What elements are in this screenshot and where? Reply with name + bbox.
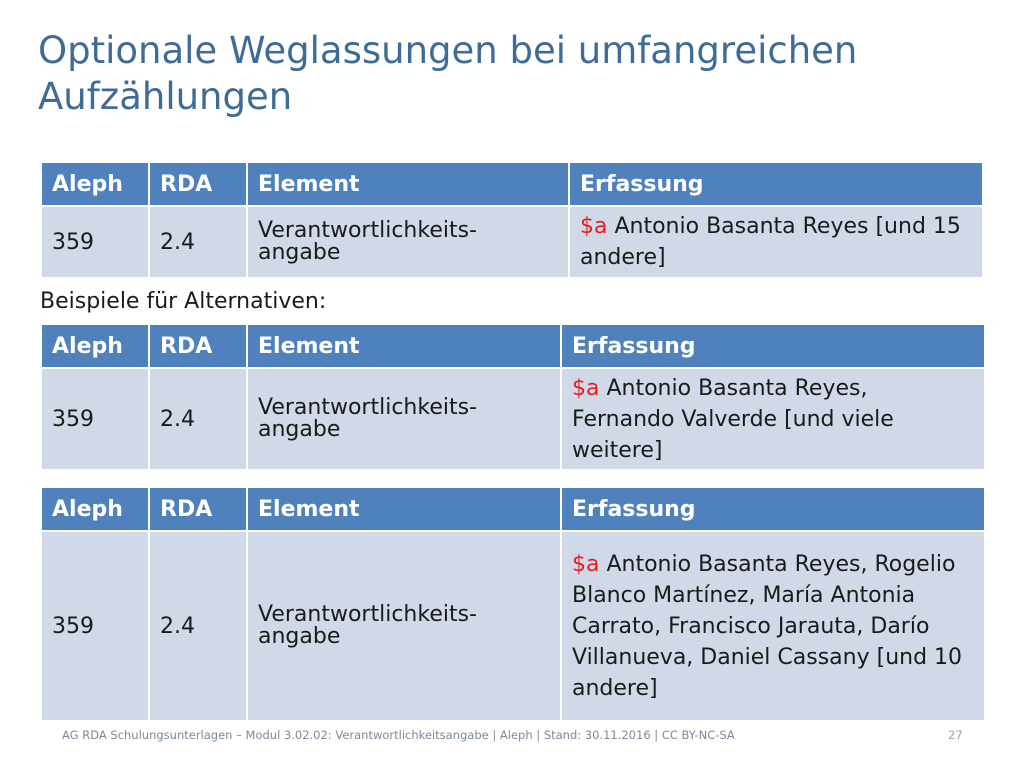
table-row — [41, 368, 985, 470]
example-table-alternative-2 — [40, 486, 986, 722]
erfassung-value: Antonio Basanta Reyes, Fernando Valverde [und viele weitere] — [572, 375, 894, 463]
cell-aleph: 359 — [41, 368, 149, 470]
table-header-row — [41, 487, 985, 531]
table-header-row — [41, 324, 985, 368]
subfield-code: $a — [572, 375, 600, 401]
cell-rda: 2.4 — [149, 531, 247, 721]
table-row — [41, 531, 985, 721]
footer-text: AG RDA Schulungsunterlagen – Modul 3.02.02: Verantwortlichkeitsangabe | Aleph | Stand: 30.11.2016 | CC BY-NC-SA — [62, 728, 735, 742]
subfield-code: $a — [572, 551, 600, 577]
erfassung-value: Antonio Basanta Reyes [und 15 andere] — [580, 214, 961, 270]
table-row — [41, 206, 983, 278]
example-table-alternative-1 — [40, 323, 986, 471]
cell-erfassung — [561, 368, 985, 470]
header-erfassung: Erfassung — [561, 324, 985, 368]
subfield-code: $a — [580, 214, 608, 239]
cell-element — [247, 531, 561, 721]
slide-title: Optionale Weglassungen bei umfangreichen Aufzählungen — [38, 29, 858, 118]
header-element: Element — [247, 162, 569, 206]
example-table-main — [40, 161, 984, 279]
cell-aleph: 359 — [41, 206, 149, 278]
cell-erfassung — [561, 531, 985, 721]
cell-rda: 2.4 — [149, 206, 247, 278]
cell-element — [247, 368, 561, 470]
element-line-1: Verantwortlichkeits- — [258, 602, 477, 627]
element-line-2: angabe — [258, 624, 341, 649]
header-erfassung: Erfassung — [569, 162, 983, 206]
header-aleph: Aleph — [41, 487, 149, 531]
cell-rda: 2.4 — [149, 368, 247, 470]
cell-erfassung — [569, 206, 983, 278]
header-erfassung: Erfassung — [561, 487, 985, 531]
cell-element — [247, 206, 569, 278]
element-line-1: Verantwortlichkeits- — [258, 218, 477, 243]
element-line-1: Verantwortlichkeits- — [258, 395, 477, 420]
header-rda: RDA — [149, 487, 247, 531]
element-line-2: angabe — [258, 240, 341, 265]
alternatives-label: Beispiele für Alternativen: — [40, 289, 327, 314]
header-element: Element — [247, 487, 561, 531]
header-rda: RDA — [149, 162, 247, 206]
header-rda: RDA — [149, 324, 247, 368]
header-aleph: Aleph — [41, 162, 149, 206]
header-aleph: Aleph — [41, 324, 149, 368]
header-element: Element — [247, 324, 561, 368]
page-number: 27 — [948, 728, 963, 742]
table-header-row — [41, 162, 983, 206]
cell-aleph: 359 — [41, 531, 149, 721]
element-line-2: angabe — [258, 417, 341, 442]
erfassung-value: Antonio Basanta Reyes, Rogelio Blanco Martínez, María Antonia Carrato, Francisco Jarauta, Darío Villanueva, Daniel Cassany [und 10 andere] — [572, 551, 963, 701]
